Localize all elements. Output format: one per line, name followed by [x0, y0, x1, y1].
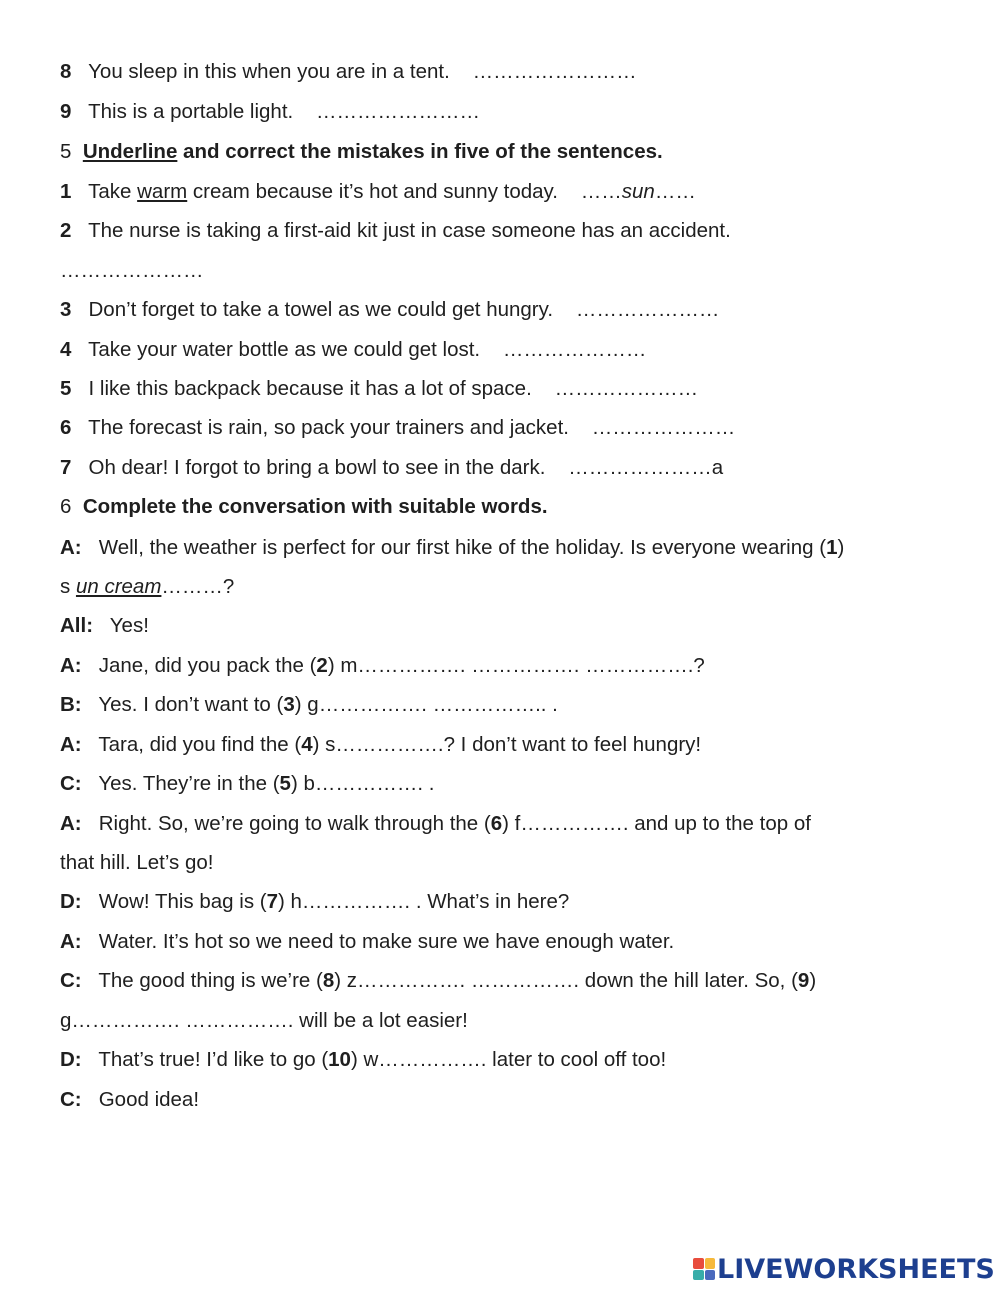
sentence-2: 2 The nurse is taking a first-aid kit just in case someone has an accident. [60, 219, 731, 242]
answer-blank[interactable]: ) h……………. . What’s in here? [278, 890, 570, 913]
sentence-4: 4 Take your water bottle as we could get lost. ………………… [60, 338, 647, 361]
answer-blank[interactable]: …………………a [568, 456, 724, 479]
answer-blank[interactable]: …………………… [472, 60, 637, 83]
answer-blank[interactable]: ………………… [60, 259, 204, 282]
sentence-1: 1 Take warm cream because it’s hot and sunny today. ……sun…… [60, 180, 696, 203]
dialogue-line: D: Wow! This bag is (7) h……………. . What’s in here? [60, 890, 570, 913]
sentence-6: 6 The forecast is rain, so pack your trainers and jacket. ………………… [60, 416, 736, 439]
dialogue-line: A: Jane, did you pack the (2) m……………. ……………. …………….? [60, 654, 705, 677]
answer-blank[interactable]: ………………… [575, 298, 720, 321]
liveworksheets-logo [693, 1253, 995, 1285]
dialogue-line: C: Yes. They’re in the (5) b……………. . [60, 772, 435, 795]
dialogue-line: D: That’s true! I’d like to go (10) w……………. later to cool off too! [60, 1048, 667, 1071]
dialogue-line: All: Yes! [60, 614, 149, 637]
answer-blank[interactable]: ) m……………. ……………. …………….? [327, 654, 705, 677]
answer-blank[interactable]: ) g……………. …………….. . [294, 693, 558, 716]
answer-blank[interactable]: ………………… [554, 377, 699, 400]
answer-blank[interactable]: ) w……………. later to cool off too! [350, 1048, 667, 1071]
answer-blank[interactable]: g……………. ……………. will be a lot easier! [60, 1009, 468, 1032]
answer-blank[interactable]: ) s…………….? I don’t want to feel hungry! [312, 733, 702, 756]
dialogue-line: A: Right. So, we’re going to walk through the (6) f……………. and up to the top of [60, 812, 811, 835]
item-9: 9 This is a portable light. …………………… [60, 100, 481, 123]
sentence-3: 3 Don’t forget to take a towel as we could get hungry. ………………… [60, 298, 720, 321]
section-6-heading: 6 Complete the conversation with suitable words. [60, 495, 548, 518]
answer-blank[interactable]: ) z……………. ……………. down the hill later. So, ( [334, 969, 798, 992]
dialogue-line: that hill. Let’s go! [60, 851, 214, 874]
answer-blank[interactable]: sun [621, 180, 655, 203]
answer-blank[interactable]: ) f……………. and up to the top of [502, 812, 811, 835]
sentence-5: 5 I like this backpack because it has a lot of space. ………………… [60, 377, 699, 400]
dialogue-line: A: Tara, did you find the (4) s…………….? I don’t want to feel hungry! [60, 733, 702, 756]
dialogue-line: B: Yes. I don’t want to (3) g……………. …………….. . [60, 693, 558, 716]
item-8: 8 You sleep in this when you are in a tent. …………………… [60, 60, 637, 83]
dialogue-line: A: Water. It’s hot so we need to make sure we have enough water. [60, 930, 675, 953]
logo-text: LIVEWORKSHEETS [717, 1253, 995, 1285]
logo-mark-icon [693, 1258, 715, 1280]
dialogue-line: A: Well, the weather is perfect for our first hike of the holiday. Is everyone wearing (1) [60, 536, 845, 559]
answer-blank[interactable]: ………………… [502, 338, 647, 361]
answer-blank[interactable]: …………………… [316, 100, 481, 123]
dialogue-line: C: Good idea! [60, 1088, 200, 1111]
answer-blank[interactable]: ) b……………. . [290, 772, 435, 795]
dialogue-line: s un cream………? [60, 575, 235, 598]
sentence-7: 7 Oh dear! I forgot to bring a bowl to see in the dark. …………………a [60, 456, 724, 479]
dialogue-line: C: The good thing is we’re (8) z……………. ……………. down the hill later. So, (9) [60, 969, 817, 992]
section-5-heading: 5 Underline and correct the mistakes in five of the sentences. [60, 140, 663, 163]
answer-blank[interactable]: ………………… [591, 416, 736, 439]
answer-blank[interactable]: un cream [75, 575, 162, 598]
